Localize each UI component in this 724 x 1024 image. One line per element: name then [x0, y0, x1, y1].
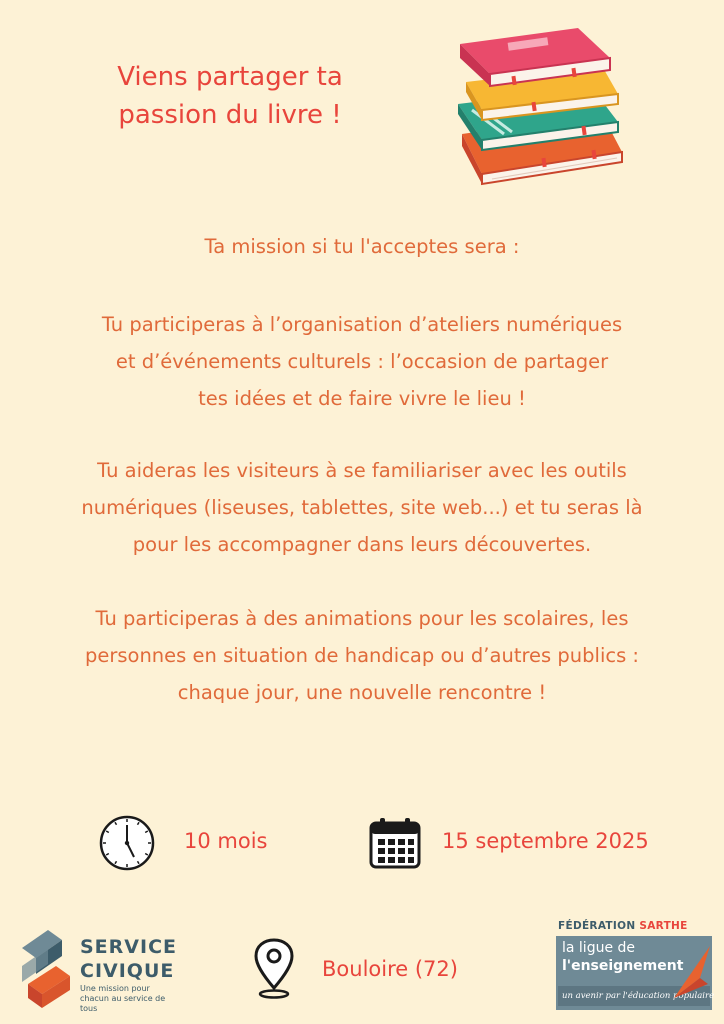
- headline: [60, 58, 400, 134]
- location-pin-icon: [252, 938, 296, 1000]
- service-civique-logo: [18, 926, 188, 1012]
- service-civique-mark-icon: [18, 926, 74, 1010]
- ligue-arrow-icon: [670, 944, 714, 1000]
- mission-location: Bouloire (72): [322, 957, 458, 981]
- ligue-enseignement-logo: [554, 918, 716, 1014]
- paragraph-line: chaque jour, une nouvelle rencontre !: [177, 681, 547, 704]
- ligue-slogan: un avenir par l'éducation populaire: [558, 986, 710, 1006]
- service-civique-line2: CIVIQUE: [80, 960, 175, 982]
- ligue-federation: [558, 920, 688, 932]
- ligue-line2: l'enseignement: [562, 958, 684, 974]
- service-civique-line1: SERVICE: [80, 936, 177, 958]
- paragraph-line: tes idées et de faire vivre le lieu !: [198, 387, 526, 410]
- paragraph-line: Tu aideras les visiteurs à se familiariser avec les outils: [97, 459, 627, 482]
- paragraph-workshops: [20, 306, 704, 417]
- paragraph-line: numériques (liseuses, tablettes, site web...) et tu seras là: [81, 496, 643, 519]
- ligue-box: [556, 936, 715, 1010]
- mission-intro: Ta mission si tu l'acceptes sera :: [204, 235, 520, 258]
- service-civique-tagline: Une mission pour chacun au service de tous: [80, 984, 166, 1013]
- calendar-icon: [368, 816, 422, 870]
- mission-duration: 10 mois: [184, 829, 268, 853]
- paragraph-line: personnes en situation de handicap ou d’autres publics :: [84, 644, 640, 667]
- start-date: 15 septembre 2025: [442, 829, 649, 853]
- ligue-federation-label: FÉDÉRATION: [558, 920, 636, 932]
- headline-line-2: passion du livre !: [118, 100, 342, 130]
- paragraph-line: Tu participeras à l’organisation d’ateliers numériques: [101, 313, 623, 336]
- paragraph-line: Tu participeras à des animations pour les scolaires, les: [95, 607, 629, 630]
- ligue-federation-accent: SARTHE: [639, 920, 688, 932]
- ligue-line1: la ligue de: [562, 940, 636, 956]
- paragraph-line: et d’événements culturels : l’occasion de partager: [115, 350, 609, 373]
- paragraph-digital-tools: [20, 452, 704, 563]
- stack-of-books-icon: [452, 22, 632, 192]
- headline-line-1: Viens partager ta: [117, 62, 343, 92]
- paragraph-animations: [20, 600, 704, 711]
- paragraph-line: pour les accompagner dans leurs découvertes.: [132, 533, 592, 556]
- clock-icon: [98, 814, 156, 872]
